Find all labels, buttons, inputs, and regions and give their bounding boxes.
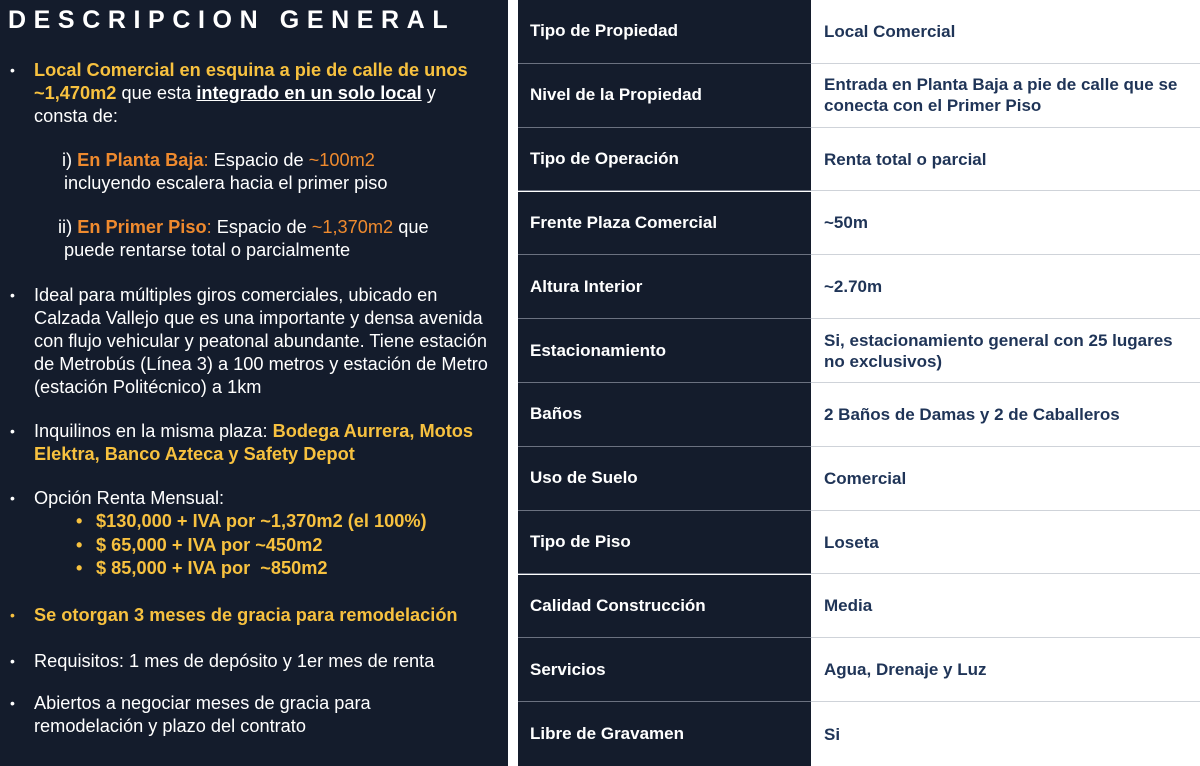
table-row [518,0,1200,64]
table-row [518,255,1200,319]
row-label: Tipo de Propiedad [518,0,811,64]
table-row [518,319,1200,383]
row-value: Si [811,702,1200,766]
price-option: • $ 85,000 + IVA por ~850m2 [76,558,328,578]
row-label: Uso de Suelo [518,447,811,511]
row-value: ~2.70m [811,255,1200,319]
bullet-requisitos: Requisitos: 1 mes de depósito y 1er mes de renta [34,651,435,671]
bullet-meses-gracia: Se otorgan 3 meses de gracia para remodelación [34,605,458,625]
sub-planta-baja: i) En Planta Baja: Espacio de ~100m2 incluyendo escalera hacia el primer piso [62,150,388,193]
bullet-negociar: Abiertos a negociar meses de gracia para remodelación y plazo del contrato [34,693,371,736]
bullet-marker: • [10,607,15,623]
row-label: Nivel de la Propiedad [518,64,811,128]
price-option: • $ 65,000 + IVA por ~450m2 [76,535,323,555]
bullet-marker: • [10,62,15,78]
descripcion-panel [0,0,508,766]
table-row [518,64,1200,128]
bullet-marker: • [10,695,15,711]
row-label: Servicios [518,638,811,702]
sub-primer-piso: ii) En Primer Piso: Espacio de ~1,370m2 que puede rentarse total o parcialmente [58,217,429,260]
bullet-marker: • [10,423,15,439]
table-row [518,192,1200,256]
table-row [518,638,1200,702]
bullet-marker: • [10,287,15,303]
row-label: Tipo de Operación [518,128,811,192]
row-label: Libre de Gravamen [518,702,811,766]
row-label: Calidad Construcción [518,575,811,639]
row-value: ~50m [811,192,1200,256]
row-value: Media [811,575,1200,639]
row-value: Loseta [811,511,1200,575]
table-row [518,575,1200,639]
row-label: Estacionamiento [518,319,811,383]
bullet-marker: • [10,653,15,669]
row-value: Local Comercial [811,0,1200,64]
table-row [518,447,1200,511]
row-value: 2 Baños de Damas y 2 de Caballeros [811,383,1200,447]
row-label: Frente Plaza Comercial [518,192,811,256]
row-label: Baños [518,383,811,447]
row-value: Comercial [811,447,1200,511]
bullet-renta-mensual: Opción Renta Mensual: [34,488,225,508]
row-value: Renta total o parcial [811,128,1200,192]
panel-divider [508,0,518,766]
table-row [518,511,1200,575]
table-row [518,702,1200,766]
bullet-local-comercial: Local Comercial en esquina a pie de calle de unos ~1,470m2 que esta integrado en un solo local y consta de: [34,60,468,126]
row-value: Si, estacionamiento general con 25 lugares no exclusivos) [811,319,1200,383]
table-row [518,383,1200,447]
row-value: Entrada en Planta Baja a pie de calle que se conecta con el Primer Piso [811,64,1200,128]
row-label: Altura Interior [518,255,811,319]
section-title: DESCRIPCION GENERAL [8,6,456,34]
price-option: • $130,000 + IVA por ~1,370m2 (el 100%) [76,511,427,531]
row-value: Agua, Drenaje y Luz [811,638,1200,702]
bullet-ubicacion: Ideal para múltiples giros comerciales, ubicado en Calzada Vallejo que es una importante y densa avenida con flujo vehicular y peatonal abundante. Tiene estación de Metrobús (Línea 3) a 100 metros y estación de Metro (estación Politécnico) a 1km [34,285,488,397]
property-table [518,0,1200,766]
bullet-inquilinos: Inquilinos en la misma plaza: Bodega Aurrera, Motos Elektra, Banco Azteca y Safety Depot [34,421,474,464]
table-row [518,128,1200,192]
row-label: Tipo de Piso [518,511,811,575]
bullet-marker: • [10,490,15,506]
